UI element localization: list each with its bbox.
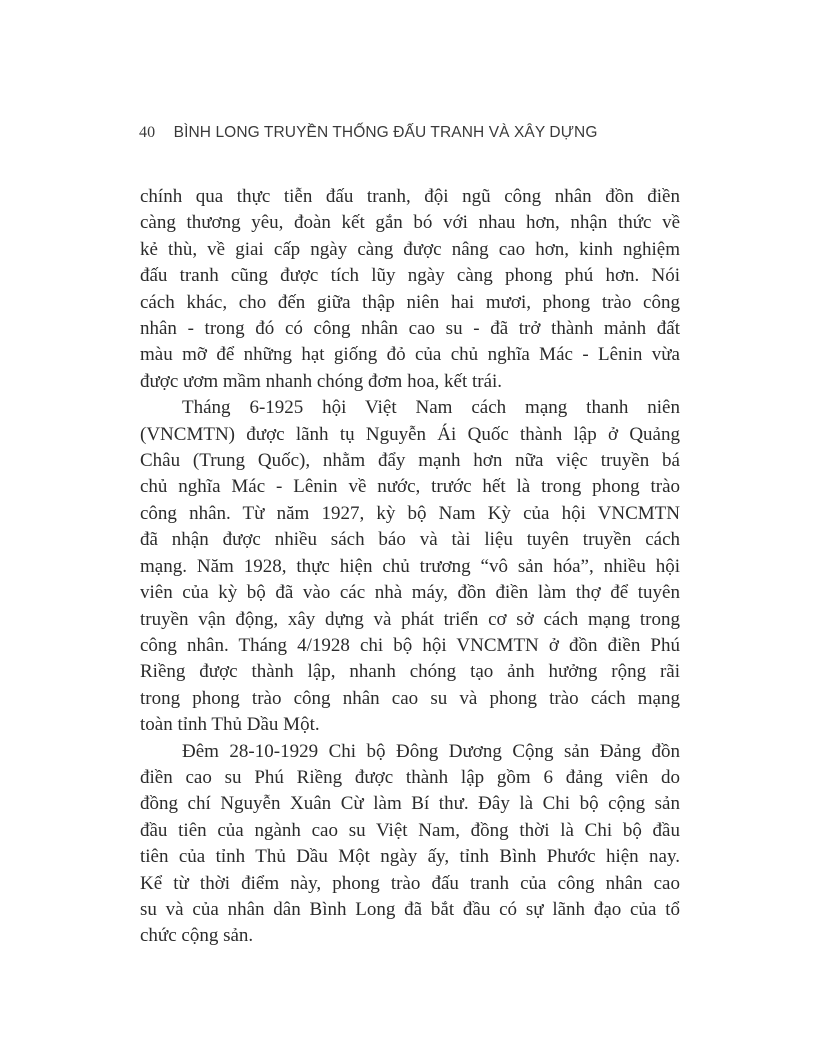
paragraph-3	[140, 739, 680, 950]
text-line: Riềng được thành lập, nhanh chóng tạo ảnh hưởng rộng rãi	[140, 661, 680, 683]
text-line: đã nhận được nhiều sách báo và tài liệu tuyên truyền cách	[140, 529, 680, 551]
text-line: chức cộng sản.	[140, 925, 254, 947]
text-line: truyền vận động, xây dựng và phát triển cơ sở cách mạng trong	[140, 608, 680, 630]
text-line: Đêm 28-10-1929 Chi bộ Đông Dương Cộng sản Đảng đồn	[182, 740, 680, 762]
text-line: chủ nghĩa Mác - Lênin về nước, trước hết là trong phong trào	[140, 476, 680, 498]
text-line: tiên của tỉnh Thủ Dầu Một ngày ấy, tỉnh Bình Phước hiện nay.	[140, 846, 680, 868]
text-line: được ươm mầm nhanh chóng đơm hoa, kết trái.	[140, 370, 503, 392]
text-line: đồng chí Nguyễn Xuân Cừ làm Bí thư. Đây là Chi bộ cộng sản	[140, 793, 680, 815]
text-line: mạng. Năm 1928, thực hiện chủ trương “vô sản hóa”, nhiều hội	[140, 555, 680, 577]
page-number: 40	[139, 124, 156, 141]
text-line: viên của kỳ bộ đã vào các nhà máy, đồn điền làm thợ để tuyên	[140, 582, 680, 604]
text-line: công nhân. Tháng 4/1928 chi bộ hội VNCMTN ở đồn điền Phú	[140, 634, 680, 656]
body-text	[140, 184, 680, 950]
text-line: nhân - trong đó có công nhân cao su - đã trở thành mảnh đất	[140, 318, 680, 340]
text-line: chính qua thực tiễn đấu tranh, đội ngũ công nhân đồn điền	[140, 186, 680, 207]
text-line: (VNCMTN) được lãnh tụ Nguyễn Ái Quốc thành lập ở Quảng	[140, 423, 680, 445]
text-line: công nhân. Từ năm 1927, kỳ bộ Nam Kỳ của hội VNCMTN	[140, 502, 680, 524]
running-title: BÌNH LONG TRUYỀN THỐNG ĐẤU TRANH VÀ XÂY DỰNG	[173, 124, 598, 141]
text-line: toàn tỉnh Thủ Dầu Một.	[140, 714, 320, 736]
text-line: su và của nhân dân Bình Long đã bắt đầu có sự lãnh đạo của tổ	[140, 898, 680, 920]
text-line: đầu tiên của ngành cao su Việt Nam, đồng thời là Chi bộ đầu	[140, 819, 680, 841]
paragraph-1	[140, 184, 680, 395]
text-line: Tháng 6-1925 hội Việt Nam cách mạng thanh niên	[182, 397, 680, 419]
text-line: màu mỡ để những hạt giống đỏ của chủ nghĩa Mác - Lênin vừa	[140, 344, 680, 366]
paragraph-2	[140, 395, 680, 738]
text-line: Châu (Trung Quốc), nhằm đẩy mạnh hơn nữa việc truyền bá	[140, 450, 680, 472]
text-line: kẻ thù, về giai cấp ngày càng được nâng cao hơn, kinh nghiệm	[140, 238, 680, 260]
text-line: điền cao su Phú Riềng được thành lập gồm 6 đảng viên do	[140, 766, 680, 788]
text-line: cách khác, cho đến giữa thập niên hai mươi, phong trào công	[140, 291, 680, 313]
text-line: đấu tranh cũng được tích lũy ngày càng phong phú hơn. Nói	[140, 265, 680, 287]
running-header	[139, 124, 598, 142]
text-line: càng thương yêu, đoàn kết gắn bó với nhau hơn, nhận thức về	[140, 212, 680, 234]
text-line: Kể từ thời điểm này, phong trào đấu tranh của công nhân cao	[140, 872, 680, 894]
text-line: trong phong trào công nhân cao su và phong trào cách mạng	[140, 687, 680, 709]
